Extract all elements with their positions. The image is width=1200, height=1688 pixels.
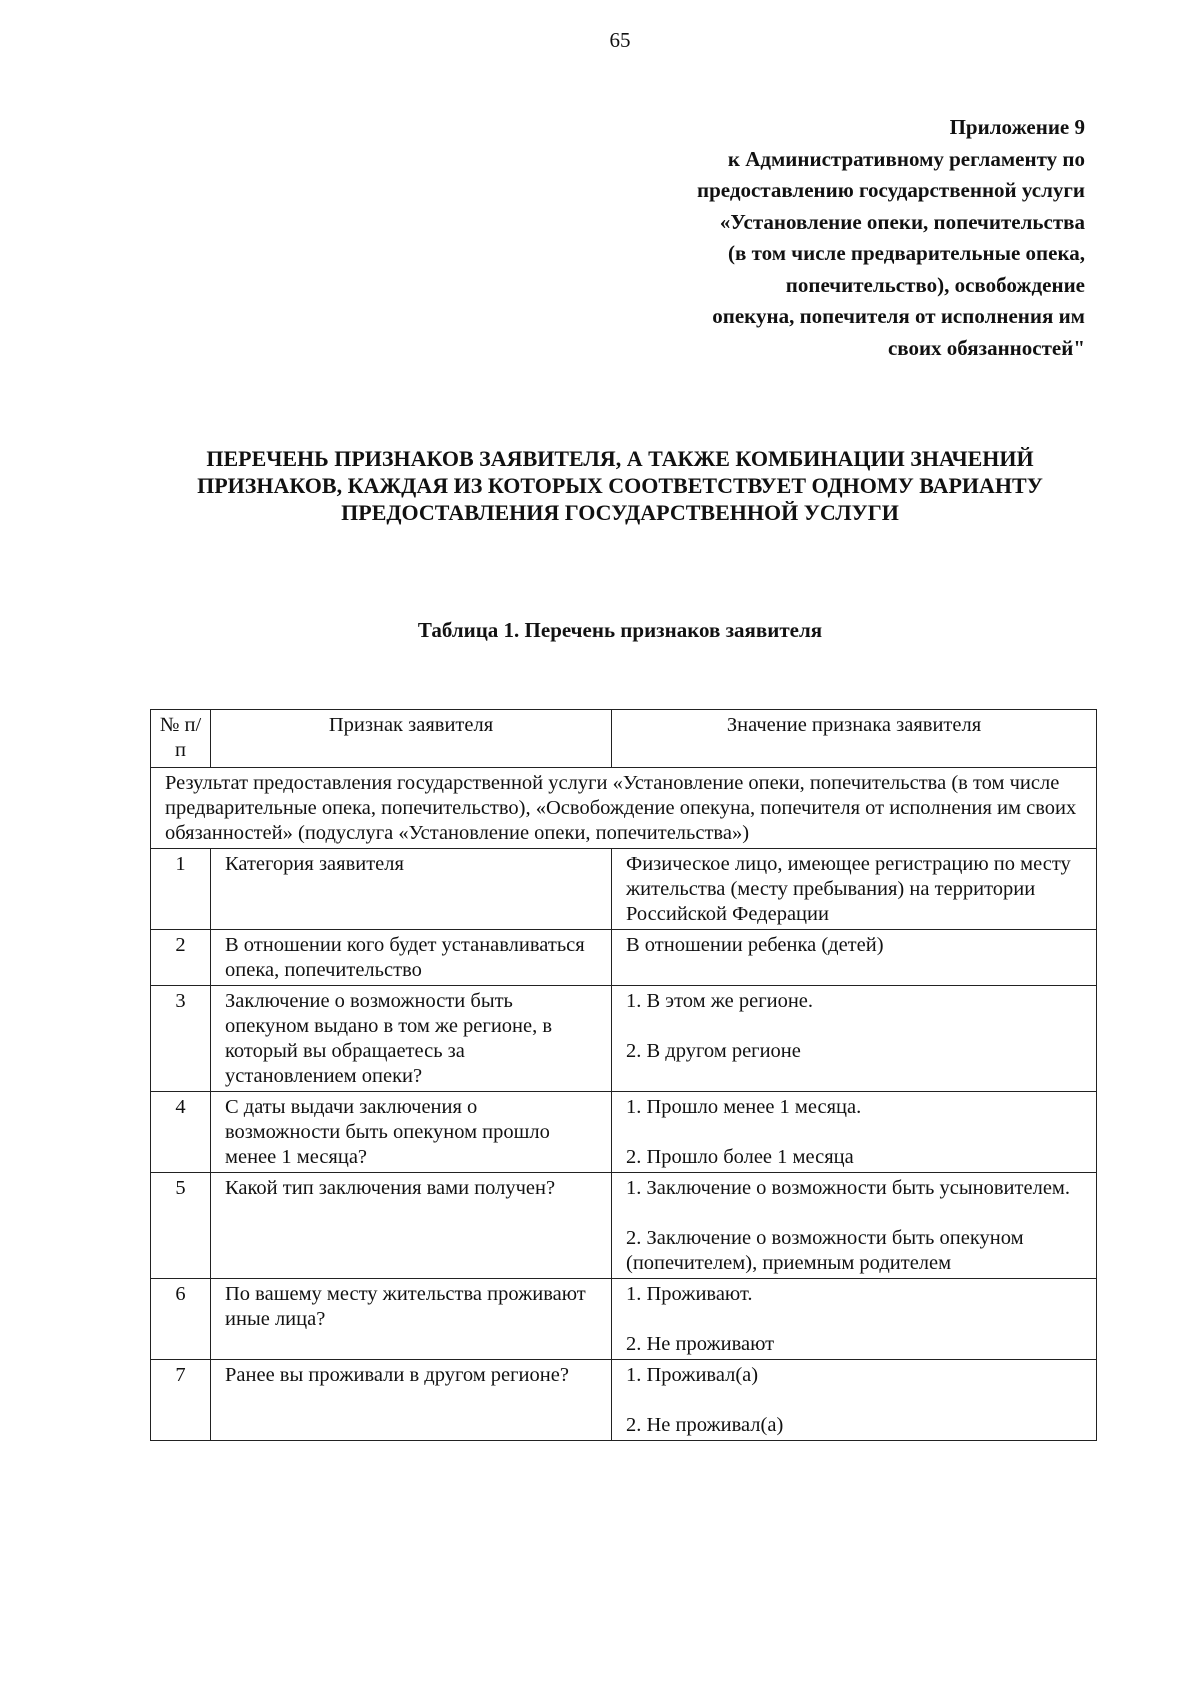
- value-option: 1. Проживал(а): [626, 1364, 759, 1386]
- row-value: [612, 1360, 1097, 1441]
- row-sign: По вашему месту жительства проживают иные лица?: [211, 1279, 612, 1360]
- row-value: [612, 986, 1097, 1092]
- title-line: ПРЕДОСТАВЛЕНИЯ ГОСУДАРСТВЕННОЙ УСЛУГИ: [341, 500, 899, 525]
- header-value: Значение признака заявителя: [612, 710, 1097, 768]
- row-sign: В отношении кого будет устанавливаться опека, попечительство: [211, 930, 612, 986]
- table-row: [151, 986, 1097, 1092]
- table-row: [151, 1360, 1097, 1441]
- table-header-row: [151, 710, 1097, 768]
- appendix-line: опекуна, попечителя от исполнения им: [712, 304, 1085, 328]
- row-num: 3: [151, 986, 211, 1092]
- appendix-line: предоставлению государственной услуги: [697, 178, 1085, 202]
- appendix-line: своих обязанностей": [887, 335, 1085, 360]
- page-number: 65: [609, 28, 631, 52]
- title-line: ПЕРЕЧЕНЬ ПРИЗНАКОВ ЗАЯВИТЕЛЯ, А ТАКЖЕ КОМБИНАЦИИ ЗНАЧЕНИЙ: [206, 446, 1034, 471]
- value-option: Физическое лицо, имеющее регистрацию по месту жительства (месту пребывания) на территории Российской Федерации: [626, 853, 1071, 925]
- value-option: 1. Прошло менее 1 месяца.: [626, 1096, 862, 1118]
- row-value: [612, 930, 1097, 986]
- section-row: [151, 768, 1097, 849]
- value-option: 1. В этом же регионе.: [626, 990, 814, 1012]
- row-num: 6: [151, 1279, 211, 1360]
- row-sign: Заключение о возможности быть опекуном выдано в том же регионе, в который вы обращаетесь за установлением опеки?: [211, 986, 612, 1092]
- value-option: 1. Проживают.: [626, 1283, 753, 1305]
- table-caption: Таблица 1. Перечень признаков заявителя: [417, 618, 823, 642]
- row-num: 5: [151, 1173, 211, 1279]
- title-line: ПРИЗНАКОВ, КАЖДАЯ ИЗ КОТОРЫХ СООТВЕТСТВУЕТ ОДНОМУ ВАРИАНТУ: [197, 473, 1043, 498]
- appendix-line: к Административному регламенту по: [727, 146, 1085, 171]
- table-row: [151, 1279, 1097, 1360]
- header-sign: Признак заявителя: [211, 710, 612, 768]
- row-sign: С даты выдачи заключения о возможности быть опекуном прошло менее 1 месяца?: [211, 1092, 612, 1173]
- section-text: Результат предоставления государственной услуги «Установление опеки, попечительства (в том числе предварительные опека, попечительство), «Освобождение опекуна, попечителя от исполнения им своих обязанностей» (подуслуга «Установление опеки, попечительства»): [151, 768, 1097, 849]
- value-option: 2. Не проживал(а): [626, 1414, 784, 1436]
- row-value: [612, 1279, 1097, 1360]
- row-value: [612, 1092, 1097, 1173]
- row-num: 4: [151, 1092, 211, 1173]
- row-num: 7: [151, 1360, 211, 1441]
- appendix-line: (в том числе предварительные опека,: [728, 241, 1085, 265]
- row-num: 1: [151, 849, 211, 930]
- appendix-line: попечительство), освобождение: [785, 272, 1085, 297]
- row-value: [612, 1173, 1097, 1279]
- row-num: 2: [151, 930, 211, 986]
- appendix-line: «Установление опеки, попечительства: [719, 209, 1085, 234]
- table-row: [151, 930, 1097, 986]
- row-value: [612, 849, 1097, 930]
- appendix-header: [525, 112, 1085, 364]
- row-sign: Какой тип заключения вами получен?: [211, 1173, 612, 1279]
- table-row: [151, 1092, 1097, 1173]
- header-num: № п/п: [151, 710, 211, 768]
- table-row: [151, 849, 1097, 930]
- value-option: В отношении ребенка (детей): [626, 934, 884, 956]
- value-option: 2. Заключение о возможности быть опекуном (попечителем), приемным родителем: [626, 1227, 1024, 1274]
- value-option: 2. В другом регионе: [626, 1040, 801, 1062]
- document-title: [130, 445, 1110, 526]
- table-row: [151, 1173, 1097, 1279]
- row-sign: Категория заявителя: [211, 849, 612, 930]
- value-option: 1. Заключение о возможности быть усыновителем.: [626, 1177, 1071, 1199]
- row-sign: Ранее вы проживали в другом регионе?: [211, 1360, 612, 1441]
- appendix-line: Приложение 9: [949, 115, 1085, 139]
- value-option: 2. Прошло более 1 месяца: [626, 1146, 854, 1168]
- value-option: 2. Не проживают: [626, 1333, 775, 1355]
- applicant-signs-table: [150, 709, 1097, 1441]
